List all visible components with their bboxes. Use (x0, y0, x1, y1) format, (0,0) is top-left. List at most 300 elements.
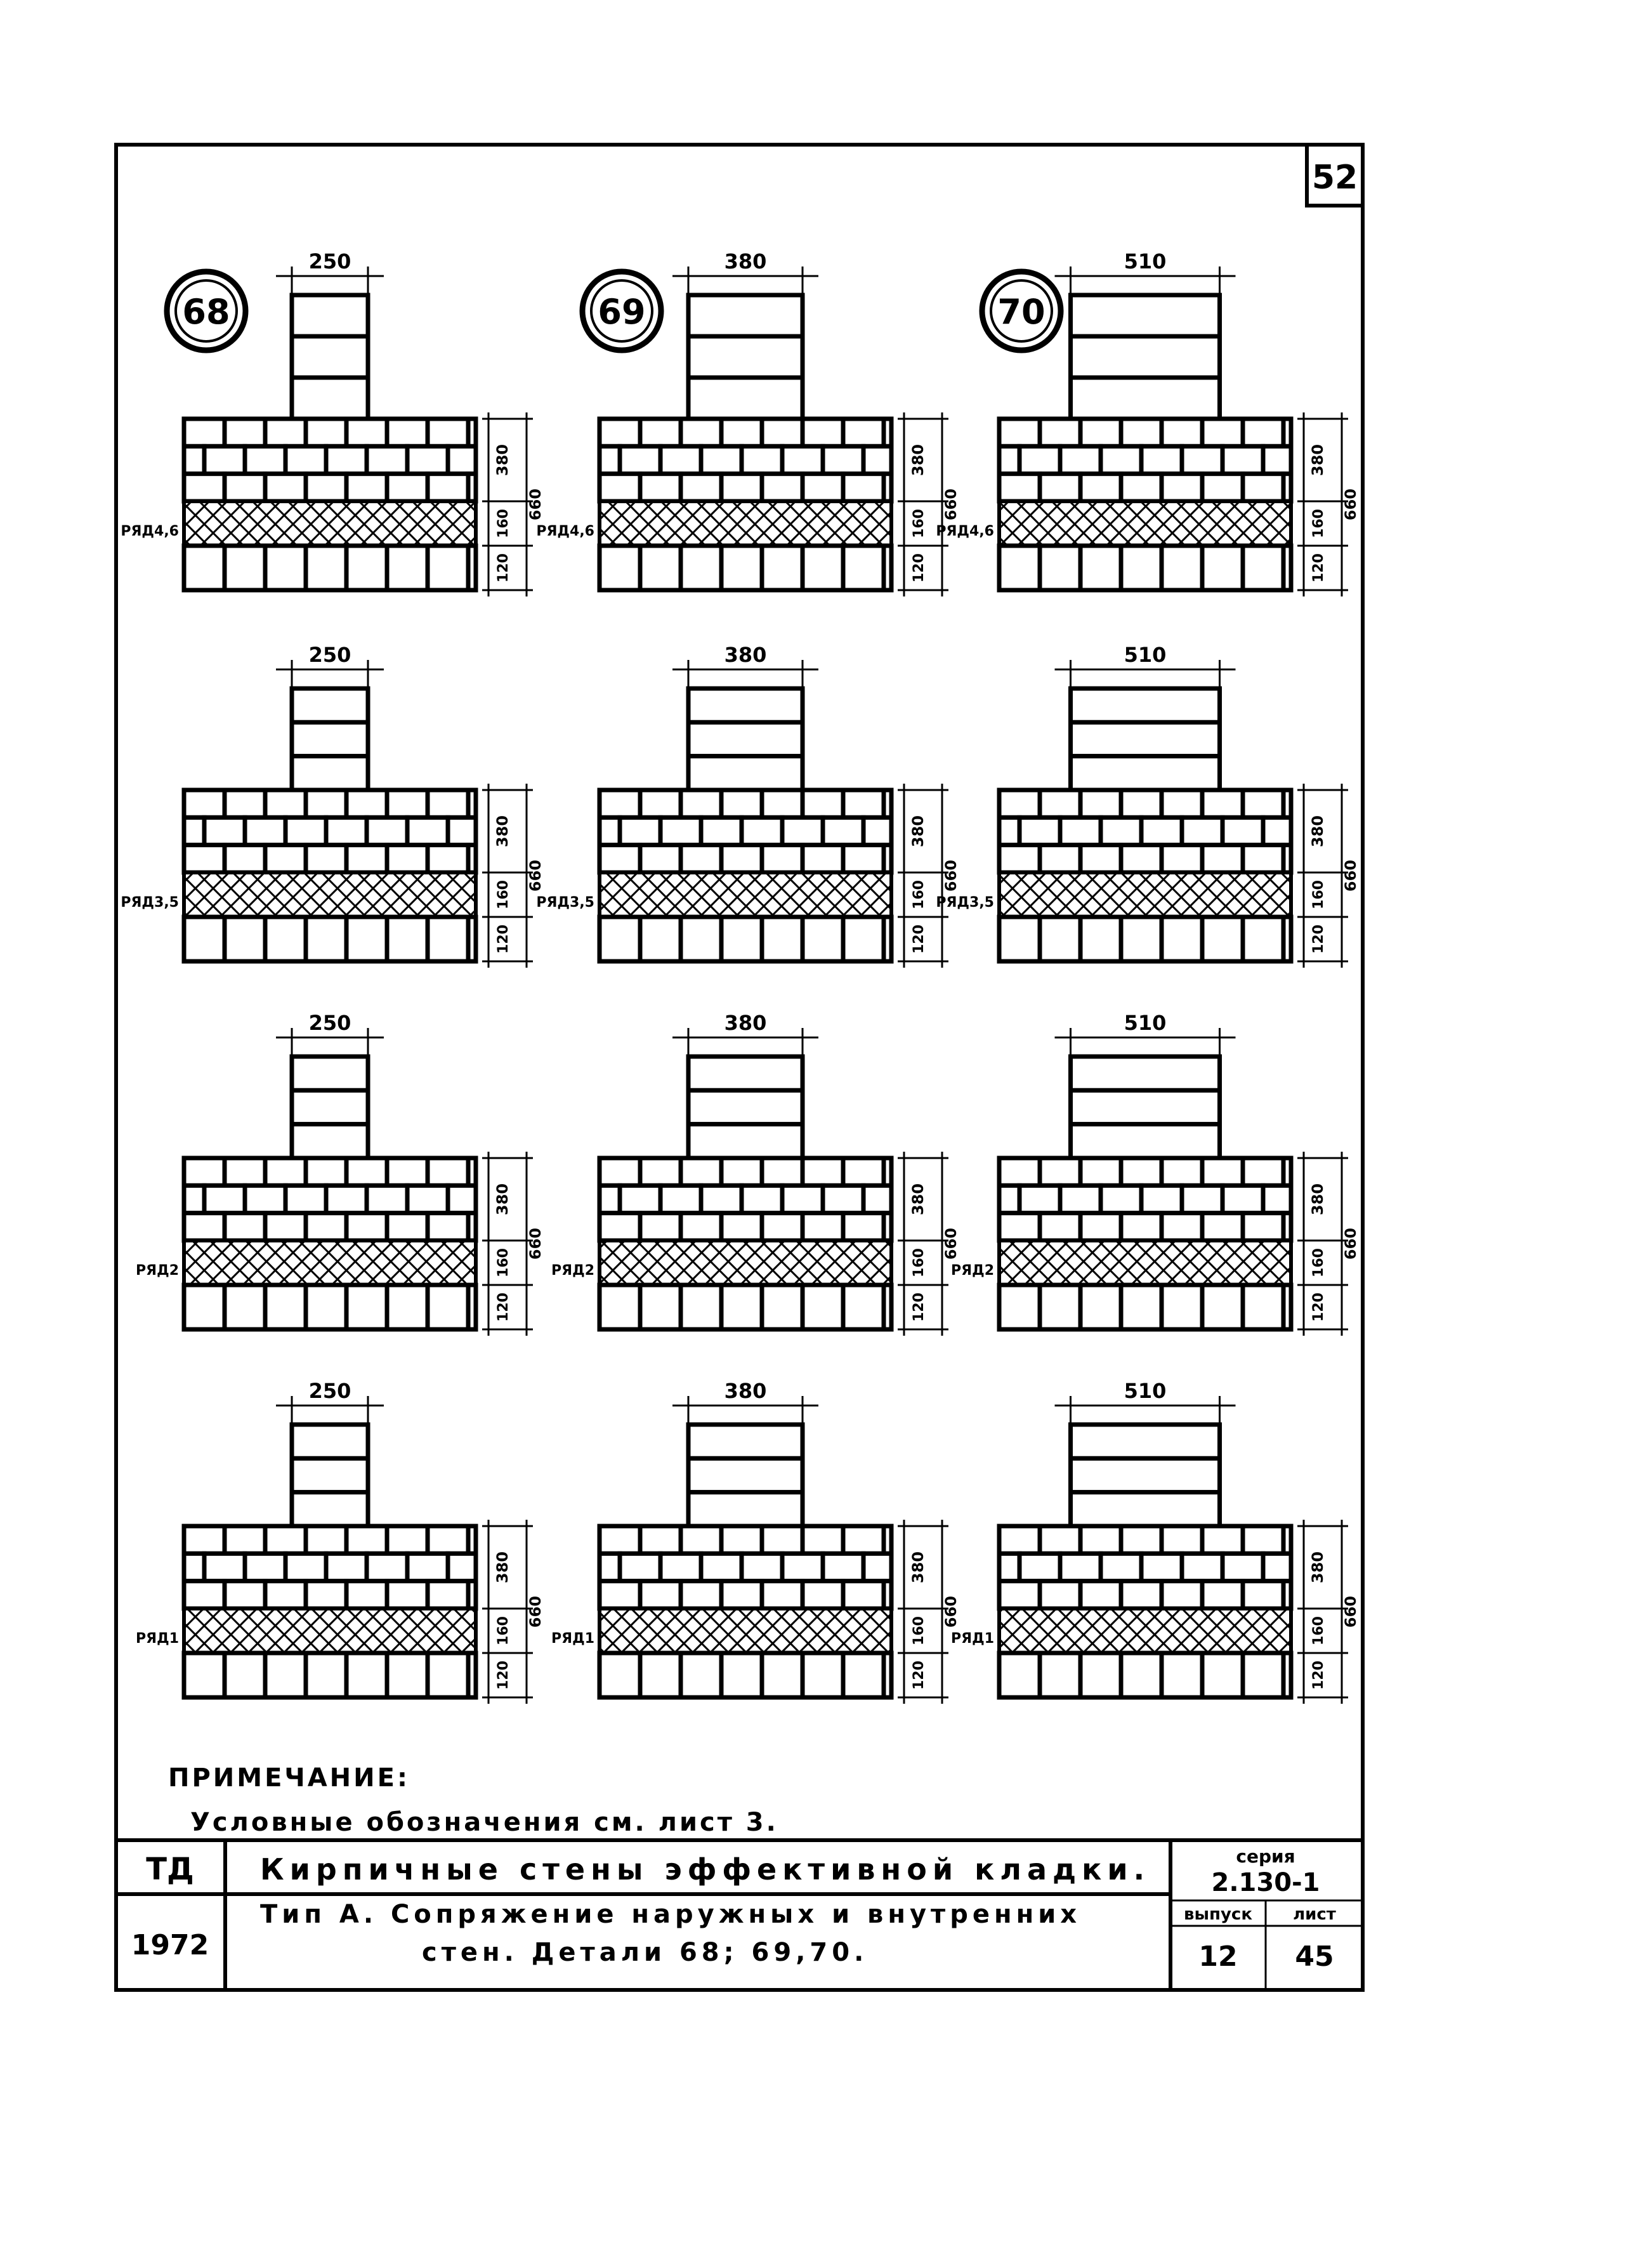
wall-brick (1243, 419, 1283, 446)
wall-brick (1162, 917, 1202, 961)
wall-brick (184, 1526, 225, 1553)
wall-brick (884, 1158, 891, 1185)
row-label: РЯД4,6 (536, 523, 594, 539)
wall-brick (884, 1285, 891, 1329)
wall-brick (184, 1553, 204, 1581)
wall-brick (306, 790, 346, 817)
wall-brick (306, 1285, 346, 1329)
wall-brick (1040, 1285, 1080, 1329)
pier-brick (292, 1090, 368, 1124)
insulation-layer (600, 872, 891, 917)
wall-section-69-3 (551, 1011, 960, 1336)
insulation-layer (184, 501, 476, 546)
wall-brick (1080, 1526, 1121, 1553)
wall-brick (1202, 1581, 1243, 1609)
dimension-total-label: 660 (527, 488, 544, 521)
wall-brick (225, 1653, 265, 1697)
wall-brick (407, 817, 448, 845)
dimension-lower-label: 120 (1311, 553, 1327, 583)
wall-section-69-2 (536, 643, 960, 968)
dimension-insulation-label: 160 (911, 1616, 927, 1645)
wall-brick (823, 817, 863, 845)
wall-brick (468, 1158, 476, 1185)
wall-brick (468, 546, 476, 590)
wall-section-70-3 (951, 1011, 1360, 1336)
insulation-layer (999, 872, 1291, 917)
wall-brick (1283, 1526, 1291, 1553)
wall-brick (184, 817, 204, 845)
wall-brick (620, 446, 660, 473)
wall-brick (1223, 817, 1263, 845)
wall-brick (600, 1213, 640, 1241)
wall-brick (600, 1285, 640, 1329)
wall-brick (306, 917, 346, 961)
wall-brick (306, 1526, 346, 1553)
dimension-insulation-label: 160 (495, 880, 511, 909)
wall-brick (1162, 845, 1202, 872)
dimension-upper-label: 380 (494, 1551, 511, 1584)
dimension-insulation-label: 160 (495, 509, 511, 538)
wall-brick (1019, 817, 1060, 845)
wall-brick (721, 474, 762, 501)
wall-brick (762, 546, 803, 590)
wall-brick (600, 917, 640, 961)
wall-brick (1243, 1285, 1283, 1329)
wall-brick (1080, 845, 1121, 872)
wall-brick (306, 1653, 346, 1697)
width-dimension-label: 510 (1124, 1011, 1167, 1035)
pier-brick (688, 1124, 803, 1158)
wall-brick (326, 1553, 367, 1581)
wall-brick (1121, 1653, 1162, 1697)
wall-brick (1202, 917, 1243, 961)
wall-brick (721, 790, 762, 817)
wall-brick (1121, 419, 1162, 446)
wall-brick (387, 546, 428, 590)
wall-brick (721, 1158, 762, 1185)
series-value: 2.130-1 (1211, 1868, 1320, 1897)
wall-brick (468, 1213, 476, 1241)
pier-brick (1071, 1090, 1220, 1124)
wall-brick (428, 1581, 468, 1609)
row-label: РЯД2 (136, 1263, 179, 1279)
sheet-number-box (1307, 145, 1363, 206)
wall-brick (245, 446, 285, 473)
wall-brick (1263, 1553, 1291, 1581)
wall-brick (326, 446, 367, 473)
wall-brick (468, 1653, 476, 1697)
wall-brick (803, 917, 843, 961)
wall-brick (204, 1553, 245, 1581)
wall-brick (884, 1653, 891, 1697)
wall-brick (762, 845, 803, 872)
width-dimension-label: 250 (308, 1011, 351, 1035)
wall-brick (1040, 790, 1080, 817)
insulation-layer (600, 1609, 891, 1653)
wall-brick (1040, 1581, 1080, 1609)
wall-brick (285, 817, 326, 845)
wall-brick (843, 1581, 884, 1609)
wall-brick (742, 446, 782, 473)
wall-brick (1223, 446, 1263, 473)
wall-brick (428, 790, 468, 817)
issue-value: 12 (1198, 1940, 1238, 1973)
wall-brick (884, 790, 891, 817)
wall-brick (721, 419, 762, 446)
wall-brick (681, 546, 721, 590)
wall-brick (1121, 1581, 1162, 1609)
wall-brick (762, 474, 803, 501)
dimension-lower-label: 120 (1311, 1293, 1327, 1322)
wall-brick (1283, 1581, 1291, 1609)
detail-mark-label: 68 (182, 292, 230, 332)
wall-brick (285, 446, 326, 473)
dimension-total-label: 660 (1342, 859, 1360, 892)
wall-brick (265, 546, 306, 590)
pier-brick (1071, 1425, 1220, 1458)
wall-brick (823, 446, 863, 473)
dimension-upper-label: 380 (494, 444, 511, 477)
wall-brick (326, 1185, 367, 1213)
org-code: ТД (146, 1852, 194, 1887)
wall-brick (448, 817, 476, 845)
wall-brick (620, 1185, 660, 1213)
pier-brick (1071, 1057, 1220, 1090)
wall-brick (285, 1553, 326, 1581)
wall-brick (999, 546, 1040, 590)
wall-brick (1040, 845, 1080, 872)
wall-brick (184, 1653, 225, 1697)
wall-brick (1080, 1285, 1121, 1329)
wall-brick (346, 419, 387, 446)
wall-brick (1283, 1285, 1291, 1329)
wall-brick (660, 1185, 701, 1213)
wall-brick (1182, 1185, 1223, 1213)
wall-brick (1283, 1653, 1291, 1697)
wall-brick (762, 419, 803, 446)
wall-brick (225, 1526, 265, 1553)
wall-brick (1182, 446, 1223, 473)
wall-brick (803, 1158, 843, 1185)
wall-brick (884, 546, 891, 590)
wall-brick (1060, 1553, 1101, 1581)
wall-brick (803, 546, 843, 590)
wall-brick (762, 790, 803, 817)
width-dimension-label: 250 (308, 643, 351, 667)
pier-brick (292, 336, 368, 378)
wall-brick (306, 1213, 346, 1241)
wall-brick (387, 845, 428, 872)
pier-brick (688, 1425, 803, 1458)
pier-brick (688, 1090, 803, 1124)
wall-brick (1121, 546, 1162, 590)
wall-brick (265, 1581, 306, 1609)
wall-brick (1121, 790, 1162, 817)
wall-brick (843, 845, 884, 872)
wall-brick (640, 845, 681, 872)
issue-label: выпуск (1184, 1905, 1252, 1924)
dimension-lower-label: 120 (911, 1293, 927, 1322)
dimension-lower-label: 120 (1311, 925, 1327, 954)
wall-brick (1243, 474, 1283, 501)
dimension-insulation-label: 160 (911, 1248, 927, 1277)
wall-brick (428, 1285, 468, 1329)
wall-brick (428, 845, 468, 872)
wall-brick (428, 1653, 468, 1697)
dimension-insulation-label: 160 (911, 509, 927, 538)
wall-brick (1283, 419, 1291, 446)
wall-brick (701, 1185, 742, 1213)
wall-brick (999, 1581, 1040, 1609)
wall-brick (367, 446, 407, 473)
wall-brick (1080, 419, 1121, 446)
wall-brick (306, 1581, 346, 1609)
wall-brick (843, 419, 884, 446)
dimension-lower-label: 120 (911, 925, 927, 954)
wall-brick (721, 845, 762, 872)
wall-brick (1202, 1285, 1243, 1329)
row-label: РЯД1 (951, 1631, 994, 1647)
dimension-total-label: 660 (1342, 1227, 1360, 1260)
wall-brick (823, 1553, 863, 1581)
dimension-insulation-label: 160 (1311, 880, 1327, 909)
wall-brick (884, 845, 891, 872)
pier-brick (1071, 688, 1220, 722)
row-label: РЯД3,5 (936, 895, 994, 911)
pier-brick (688, 722, 803, 756)
wall-brick (184, 446, 204, 473)
wall-brick (1162, 790, 1202, 817)
note-title: ПРИМЕЧАНИЕ: (168, 1763, 410, 1793)
wall-brick (600, 1653, 640, 1697)
width-dimension-label: 380 (724, 1379, 767, 1403)
wall-brick (387, 1158, 428, 1185)
wall-brick (884, 1526, 891, 1553)
detail-mark-label: 69 (598, 292, 646, 332)
wall-brick (1283, 917, 1291, 961)
wall-brick (1162, 1581, 1202, 1609)
wall-brick (1101, 817, 1141, 845)
wall-brick (721, 917, 762, 961)
wall-brick (1202, 474, 1243, 501)
wall-brick (843, 474, 884, 501)
wall-brick (245, 817, 285, 845)
wall-brick (803, 474, 843, 501)
wall-brick (681, 1581, 721, 1609)
wall-brick (1283, 1158, 1291, 1185)
wall-brick (428, 546, 468, 590)
wall-brick (600, 790, 640, 817)
wall-brick (428, 1526, 468, 1553)
wall-brick (428, 474, 468, 501)
wall-brick (640, 546, 681, 590)
wall-brick (1202, 1526, 1243, 1553)
sheet-value: 45 (1295, 1940, 1334, 1973)
pier-brick (292, 1124, 368, 1158)
wall-brick (1243, 790, 1283, 817)
width-dimension-label: 380 (724, 1011, 767, 1035)
wall-brick (681, 1653, 721, 1697)
wall-brick (762, 1581, 803, 1609)
pier-brick (688, 1492, 803, 1526)
wall-section-69-4 (551, 1379, 960, 1704)
wall-brick (346, 845, 387, 872)
pier-brick (688, 336, 803, 378)
wall-brick (184, 1158, 225, 1185)
insulation-layer (184, 1609, 476, 1653)
wall-brick (448, 1553, 476, 1581)
wall-brick (762, 1213, 803, 1241)
wall-brick (184, 474, 225, 501)
width-dimension-label: 510 (1124, 1379, 1167, 1403)
sheet-title-line1: Кирпичные стены эффективной кладки. (260, 1852, 1151, 1887)
wall-brick (1141, 817, 1182, 845)
wall-brick (701, 817, 742, 845)
row-label: РЯД1 (551, 1631, 594, 1647)
wall-brick (387, 1213, 428, 1241)
wall-brick (265, 790, 306, 817)
wall-brick (1243, 1213, 1283, 1241)
wall-brick (265, 1213, 306, 1241)
dimension-upper-label: 380 (1309, 1183, 1327, 1216)
wall-brick (1080, 474, 1121, 501)
wall-brick (1080, 917, 1121, 961)
wall-brick (999, 790, 1040, 817)
wall-brick (184, 1581, 225, 1609)
wall-brick (225, 1581, 265, 1609)
wall-brick (1263, 1185, 1291, 1213)
wall-brick (184, 1285, 225, 1329)
wall-brick (1121, 845, 1162, 872)
wall-brick (640, 1285, 681, 1329)
wall-brick (884, 1581, 891, 1609)
wall-brick (1162, 419, 1202, 446)
wall-brick (843, 1285, 884, 1329)
wall-brick (701, 446, 742, 473)
wall-brick (468, 474, 476, 501)
wall-brick (1121, 1285, 1162, 1329)
wall-brick (225, 419, 265, 446)
wall-brick (306, 546, 346, 590)
pier-brick (292, 1492, 368, 1526)
wall-brick (1263, 446, 1291, 473)
wall-brick (184, 1213, 225, 1241)
pier-brick (292, 378, 368, 419)
wall-brick (1121, 1158, 1162, 1185)
wall-brick (803, 1581, 843, 1609)
wall-brick (1283, 1213, 1291, 1241)
wall-brick (346, 1581, 387, 1609)
wall-brick (721, 1653, 762, 1697)
wall-brick (346, 474, 387, 501)
row-label: РЯД2 (951, 1263, 994, 1279)
note-text: Условные обозначения см. лист 3. (190, 1808, 778, 1837)
wall-brick (600, 1581, 640, 1609)
wall-brick (600, 1526, 640, 1553)
wall-brick (184, 845, 225, 872)
wall-brick (863, 446, 891, 473)
dimension-upper-label: 380 (1309, 1551, 1327, 1584)
wall-brick (884, 474, 891, 501)
wall-brick (387, 419, 428, 446)
dimension-total-label: 660 (942, 859, 960, 892)
pier-brick (1071, 295, 1220, 336)
wall-brick (1121, 474, 1162, 501)
dimension-insulation-label: 160 (1311, 1616, 1327, 1645)
wall-section-68-2 (121, 643, 544, 968)
wall-brick (681, 419, 721, 446)
wall-brick (306, 474, 346, 501)
wall-brick (803, 1526, 843, 1553)
wall-brick (640, 419, 681, 446)
wall-brick (1101, 1185, 1141, 1213)
wall-brick (387, 1581, 428, 1609)
wall-brick (1283, 845, 1291, 872)
wall-brick (468, 1285, 476, 1329)
width-dimension-label: 380 (724, 643, 767, 667)
wall-brick (265, 1285, 306, 1329)
wall-brick (225, 1213, 265, 1241)
pier-brick (1071, 378, 1220, 419)
dimension-upper-label: 380 (494, 1183, 511, 1216)
wall-brick (999, 917, 1040, 961)
wall-brick (640, 474, 681, 501)
pier-brick (1071, 1458, 1220, 1492)
wall-brick (468, 1526, 476, 1553)
wall-brick (721, 1213, 762, 1241)
wall-brick (346, 1653, 387, 1697)
wall-brick (600, 817, 620, 845)
wall-brick (225, 1285, 265, 1329)
wall-brick (387, 790, 428, 817)
wall-brick (225, 1158, 265, 1185)
insulation-layer (600, 501, 891, 546)
wall-brick (1060, 1185, 1101, 1213)
wall-brick (863, 1185, 891, 1213)
wall-section-68-4 (136, 1379, 544, 1704)
wall-brick (721, 546, 762, 590)
row-label: РЯД3,5 (536, 895, 594, 911)
wall-brick (1182, 1553, 1223, 1581)
series-label: серия (1236, 1846, 1295, 1867)
insulation-layer (999, 1241, 1291, 1285)
wall-brick (681, 1213, 721, 1241)
wall-brick (387, 1526, 428, 1553)
wall-brick (407, 1185, 448, 1213)
wall-brick (1060, 817, 1101, 845)
wall-brick (1019, 1185, 1060, 1213)
sheet-number: 52 (1311, 159, 1358, 197)
wall-brick (1162, 1653, 1202, 1697)
pier-brick (688, 1458, 803, 1492)
wall-brick (306, 419, 346, 446)
wall-brick (600, 1158, 640, 1185)
wall-brick (1141, 1185, 1182, 1213)
wall-brick (1202, 419, 1243, 446)
wall-brick (265, 474, 306, 501)
wall-brick (1243, 917, 1283, 961)
wall-brick (428, 917, 468, 961)
wall-brick (285, 1185, 326, 1213)
wall-brick (742, 817, 782, 845)
wall-brick (428, 1158, 468, 1185)
wall-brick (600, 1553, 620, 1581)
pier-brick (688, 688, 803, 722)
wall-brick (1283, 546, 1291, 590)
wall-brick (681, 1285, 721, 1329)
wall-brick (1040, 1526, 1080, 1553)
pier-brick (1071, 722, 1220, 756)
